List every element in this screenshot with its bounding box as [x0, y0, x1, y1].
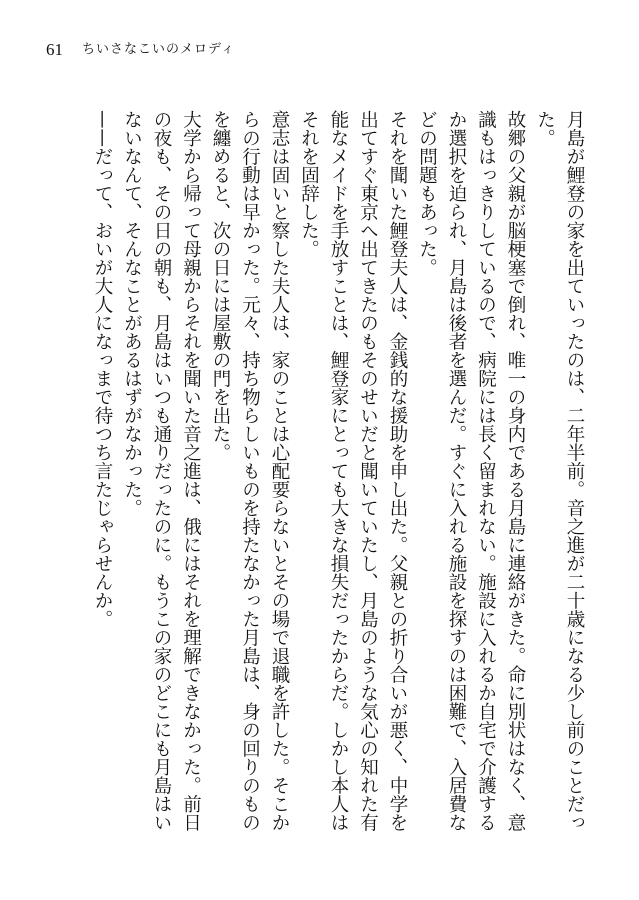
paragraph: 故郷の父親が脳梗塞で倒れ、唯一の身内である月島に連絡がきた。命に別状はなく、意識もはっきりしているので、病院には長く留まれない。施設に入れるか自宅で介護するか選択を迫られ、月島は後者を選んだ。すぐに入れる施設を探すのは困難で、入居費などの問題もあった。 [416, 110, 526, 832]
running-title: ちいさなこいのメロディ [82, 42, 235, 57]
paragraph: それを聞いた鯉登夫人は、金銭的な援助を申し出た。父親との折り合いが悪く、中学を出てすぐ東京へ出てきたのもそのせいだと聞いていたし、月島のような気心の知れた有能なメイドを手放すことは、鯉登家にとっても大きな損失だったからだ。しかし本人はそれを固辞した。 [298, 110, 408, 832]
page-number: 61 [46, 40, 63, 59]
paragraph: 月島が鯉登の家を出ていったのは、二年半前。音之進が二十歳になる少し前のことだった。 [534, 110, 585, 832]
paragraph: ——だって、おいが大人になっまで待つち言たじゃらせんか。 [92, 110, 113, 628]
paragraph: 大学から帰って母親からそれを聞いた音之進は、俄にはそれを理解できなかった。前日の夜も、その日の朝も、月島はいつも通りだったのに。もうこの家のどこにも月島はいないなんて、そんなことがあるはずがなかった。 [121, 110, 202, 832]
paragraph: 意志は固いと察した夫人は、家のことは心配要らないとその場で退職を許した。そこからの行動は早かった。元々、持ち物らしいものを持たなかった月島は、身の回りのものを纏めると、次の日には屋敷の門を出た。 [210, 110, 290, 832]
body-text [69, 110, 589, 838]
